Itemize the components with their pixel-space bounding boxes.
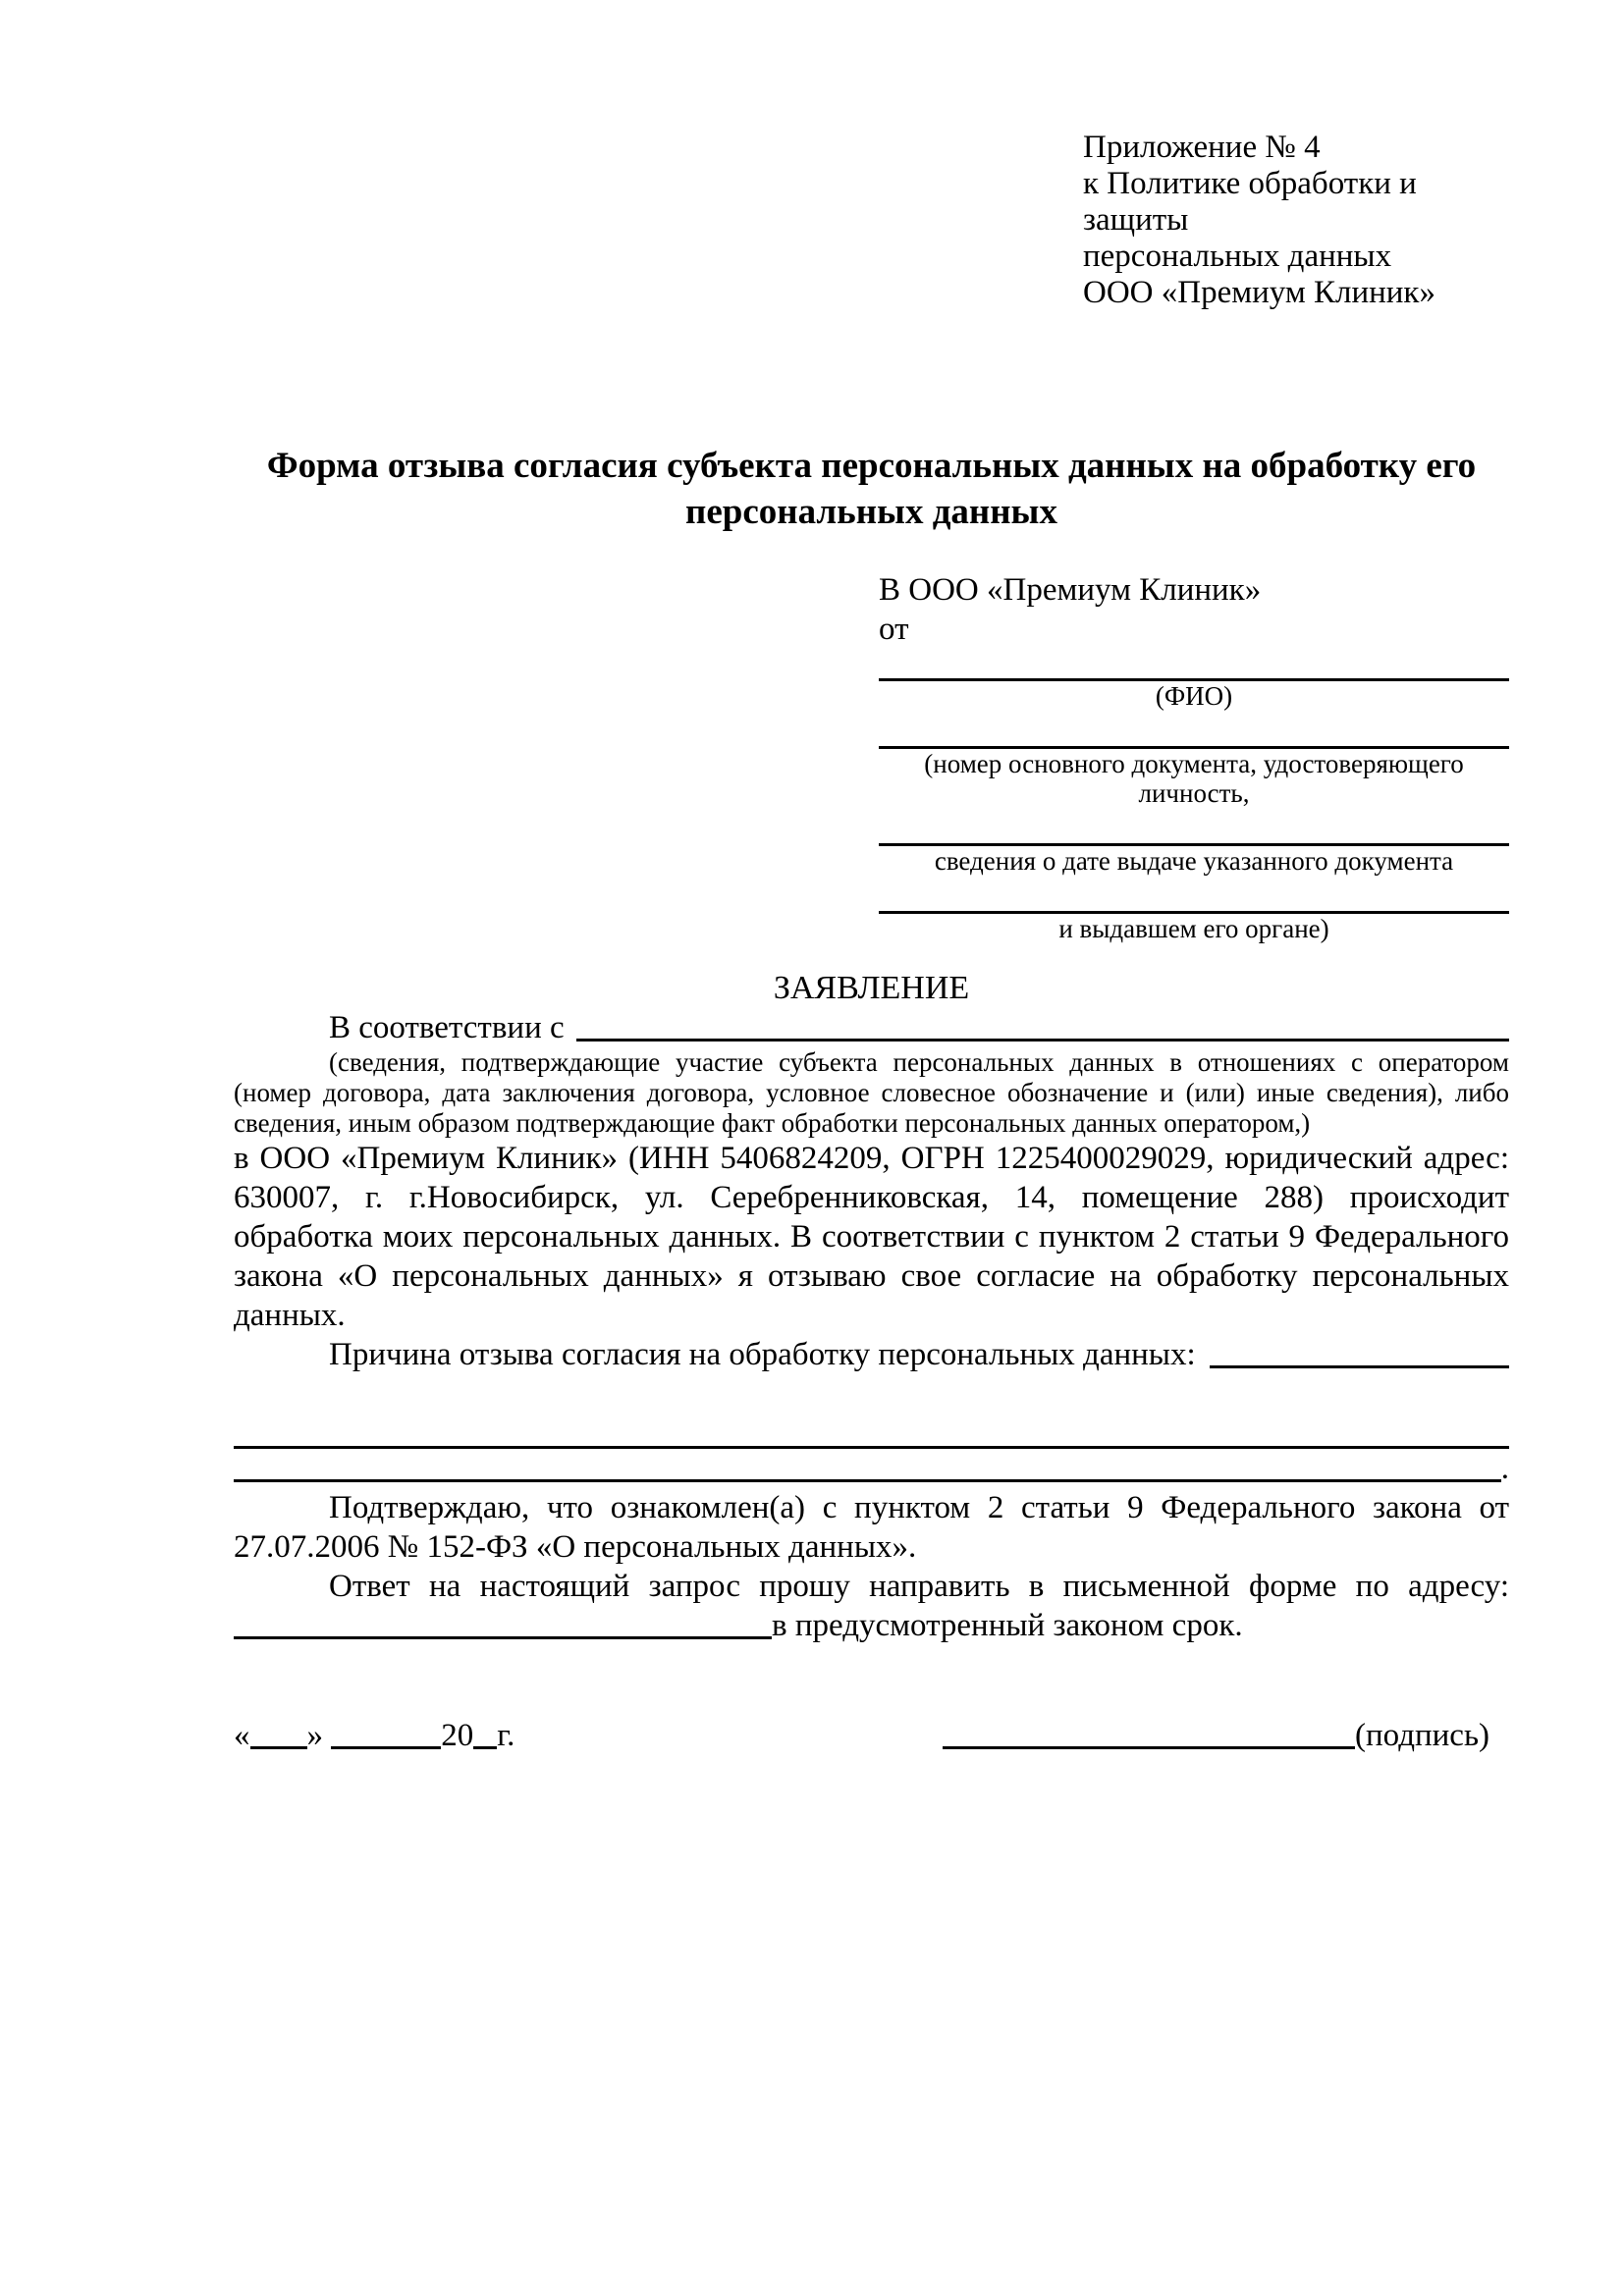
date-day-blank bbox=[250, 1746, 307, 1749]
reason-label: Причина отзыва согласия на обработку персональных данных: bbox=[329, 1337, 1196, 1372]
reason-continuation-line-2 bbox=[234, 1449, 1501, 1482]
document-title: Форма отзыва согласия субъекта персональных данных на обработку его персональных данных bbox=[266, 446, 1477, 532]
reply-address-blank-line bbox=[234, 1606, 772, 1639]
intro-prefix: В соответствии с bbox=[329, 1010, 565, 1045]
appendix-header bbox=[1083, 130, 1509, 311]
date-group bbox=[234, 1716, 514, 1755]
issuing-authority-blank-line bbox=[879, 881, 1509, 914]
statement-body: в ООО «Премиум Клиник» (ИНН 5406824209, ОГРН 1225400029029, юридический адрес: 630007, г. г.Новосибирск, ул. Серебренниковская, 14, помещение 288) происходит обработка моих персональных данных. В соответствии с пунктом 2 статьи 9 Федерального закона «О персональных данных» я отзываю свое согласие на обработку персональных данных. bbox=[234, 1141, 1509, 1333]
addressee-to: В ООО «Премиум Клиник» bbox=[879, 572, 1262, 608]
date-year-blank bbox=[473, 1746, 497, 1749]
sign-group bbox=[943, 1716, 1489, 1755]
reason-period: . bbox=[1500, 1451, 1509, 1486]
intro-row bbox=[234, 1008, 1509, 1047]
statement-heading: ЗАЯВЛЕНИЕ bbox=[773, 970, 970, 1006]
reply-suffix: в предусмотренный законом срок. bbox=[772, 1608, 1243, 1643]
date-year-prefix: 20 bbox=[441, 1718, 474, 1753]
reason-row bbox=[234, 1335, 1509, 1374]
fio-caption: (ФИО) bbox=[1155, 681, 1233, 711]
addressee-from-label: от bbox=[879, 612, 909, 647]
appendix-line: к Политике обработки и защиты bbox=[1083, 166, 1417, 238]
date-quote-close: » bbox=[306, 1718, 323, 1753]
issue-date-blank-line bbox=[879, 814, 1509, 846]
reply-request-line: Ответ на настоящий запрос прошу направить в письменной форме по адресу: bbox=[329, 1569, 1509, 1604]
issuing-authority-caption: и выдавшем его органе) bbox=[1058, 914, 1329, 943]
intro-blank-line bbox=[576, 1008, 1509, 1041]
date-month-blank bbox=[331, 1746, 441, 1749]
document-number-blank-line bbox=[879, 717, 1509, 749]
appendix-line: ООО «Премиум Клиник» bbox=[1083, 275, 1435, 310]
signature-caption: (подпись) bbox=[1355, 1718, 1489, 1753]
confirmation-paragraph: Подтверждаю, что ознакомлен(а) с пунктом 2 статьи 9 Федерального закона от 27.07.2006 № 152-ФЗ «О персональных данных». bbox=[234, 1490, 1509, 1565]
appendix-line: персональных данных bbox=[1083, 239, 1392, 274]
signature-blank-line bbox=[943, 1746, 1355, 1749]
fio-blank-line bbox=[879, 649, 1509, 681]
addressee-block bbox=[879, 570, 1509, 943]
reason-continuation-line-1 bbox=[234, 1408, 1509, 1449]
reason-continuation-row-2 bbox=[234, 1449, 1509, 1488]
date-year-suffix: г. bbox=[497, 1718, 515, 1753]
issue-date-caption: сведения о дате выдаче указанного документа bbox=[934, 846, 1454, 876]
reply-address-row bbox=[234, 1606, 1509, 1645]
document-number-caption: (номер основного документа, удостоверяющего личность, bbox=[924, 749, 1464, 808]
signature-row bbox=[234, 1716, 1509, 1755]
footnote-text: (сведения, подтверждающие участие субъекта персональных данных в отношениях с оператором (номер договора, дата заключения договора, условное словесное обозначение и (или) иные сведения), либо сведения, иным образом подтверждающие факт обработки персональных данных оператором,) bbox=[234, 1047, 1509, 1138]
document-content bbox=[234, 0, 1509, 1755]
date-quote-open: « bbox=[234, 1718, 250, 1753]
appendix-line: Приложение № 4 bbox=[1083, 130, 1321, 165]
reason-blank-line bbox=[1210, 1335, 1509, 1368]
